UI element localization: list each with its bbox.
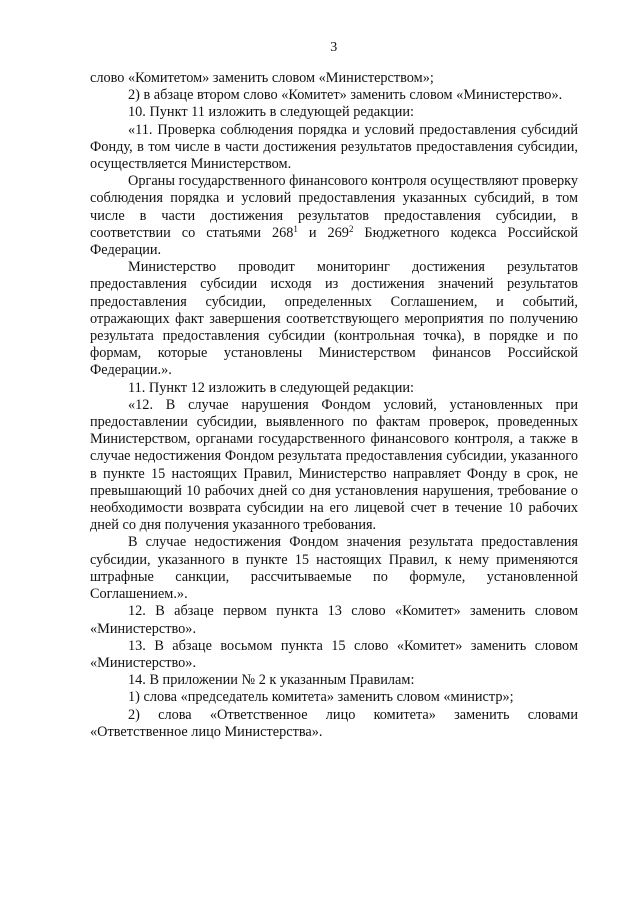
paragraph: 13. В абзаце восьмом пункта 15 слово «Комитет» заменить словом «Министерство». [90, 637, 578, 671]
paragraph: 14. В приложении № 2 к указанным Правилам: [128, 672, 415, 689]
document-body [90, 70, 578, 741]
paragraph: 2) в абзаце втором слово «Комитет» заменить словом «Министерство». [128, 87, 563, 104]
paragraph: 2) слова «Ответственное лицо комитета» заменить словами «Ответственное лицо Министерства». [90, 706, 578, 740]
paragraph: Министерство проводит мониторинг достижения результатов предоставления субсидии исходя из достижения значений результатов предоставления субсидии, определенных Соглашением, и событий, отражающих факт завершения соответствующего мероприятия по получению результата предоставления субсидии (контрольная точка), в порядке и по формам, которые установлены Министерством финансов Российской Федерации.». [90, 259, 578, 379]
paragraph: 10. Пункт 11 изложить в следующей редакции: [128, 104, 415, 121]
superscript: 2 [348, 223, 354, 234]
superscript: 1 [293, 223, 298, 234]
paragraph: 1) слова «председатель комитета» заменить словом «министр»; [128, 689, 514, 706]
paragraph: В случае недостижения Фондом значения результата предоставления субсидии, указанного в пункте 15 настоящих Правил, к нему применяются штрафные санкции, рассчитываемые по формуле, установленной Соглашением.». [90, 534, 578, 603]
paragraph: 11. Пункт 12 изложить в следующей редакции: [128, 379, 415, 396]
paragraph: слово «Комитетом» заменить словом «Министерством»; [90, 70, 434, 86]
paragraph: «12. В случае нарушения Фондом условий, установленных при предоставлении субсидии, выявленного по фактам проверок, проведенных Министерством, органами государственного финансового контроля, а также в случае недостижения Фондом результата предоставления субсидии, указанного в пункте 15 настоящих Правил, Министерство направляет Фонду в срок, не превышающий 10 рабочих дней со дня установления нарушения, требование о необходимости возврата субсидии на его лицевой счет в течение 10 рабочих дней со дня получения указанного требования. [90, 396, 578, 534]
paragraph-text: Бюджетного кодекса Российской Федерации. [90, 224, 578, 259]
paragraph-text: и 269 [297, 224, 349, 241]
paragraph [90, 173, 578, 259]
paragraph: «11. Проверка соблюдения порядка и условий предоставления субсидий Фонду, в том числе в части достижения результатов предоставления субсидии, осуществляется Министерством. [90, 121, 578, 173]
page-number: 3 [330, 40, 338, 55]
paragraph-text: Органы государственного финансового контроля осуществляют проверку соблюдения порядка и условий предоставления указанных субсидий, в том числе в части достижения результатов предоставления субсидии, в соответствии со статьями 268 [90, 173, 578, 241]
paragraph: 12. В абзаце первом пункта 13 слово «Комитет» заменить словом «Министерство». [90, 603, 578, 637]
